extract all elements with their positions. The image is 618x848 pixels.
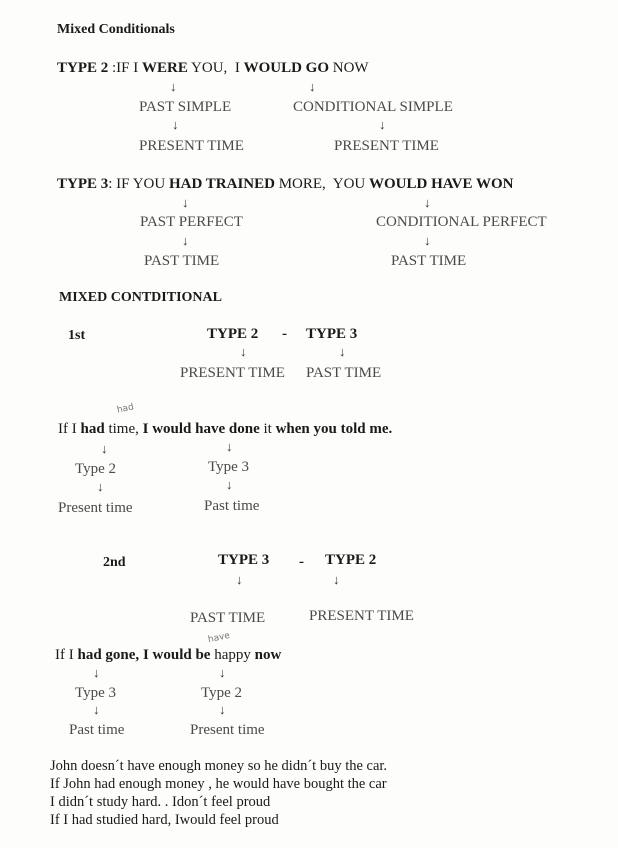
type2-right-time: PRESENT TIME [334, 138, 439, 154]
first-label: 1st [68, 328, 86, 343]
type2-label: TYPE 2 [57, 60, 109, 76]
second-example-had-gone: had gone, [73, 647, 140, 663]
second-right-type-small: Type 2 [201, 685, 243, 701]
arrow-down-icon: ↓ [339, 344, 346, 359]
second-right-time: PRESENT TIME [309, 608, 414, 624]
type2-if-part: :IF I [112, 60, 139, 76]
first-left-time-small: Present time [58, 500, 133, 516]
type2-sentence [57, 59, 369, 77]
type2-right-tense: CONDITIONAL SIMPLE [293, 99, 453, 115]
arrow-down-icon: ↓ [182, 195, 189, 210]
arrow-down-icon: ↓ [333, 572, 340, 587]
second-left-type: TYPE 3 [218, 552, 270, 568]
second-example-would-be: I would be [139, 647, 211, 663]
arrow-down-icon: ↓ [219, 665, 226, 680]
arrow-down-icon: ↓ [97, 479, 104, 494]
example-line: John doesn´t have enough money so he didn´t buy the car. [50, 758, 388, 774]
first-right-type-small: Type 3 [208, 459, 250, 475]
type3-left-time: PAST TIME [144, 253, 220, 269]
first-left-time: PRESENT TIME [180, 365, 285, 381]
first-example-if: If I [58, 421, 77, 437]
second-example-happy: happy [210, 647, 251, 663]
arrow-down-icon: ↓ [93, 665, 100, 680]
second-left-time: PAST TIME [190, 610, 266, 626]
first-example [58, 420, 392, 438]
type2-you: YOU, [187, 60, 228, 76]
first-dash: - [282, 326, 287, 342]
second-right-time-small: Present time [190, 722, 265, 738]
type3-right-tense: CONDITIONAL PERFECT [376, 214, 547, 230]
arrow-down-icon: ↓ [226, 477, 233, 492]
first-example-when: when you told me. [271, 421, 393, 437]
type3-if-part: : IF YOU [108, 176, 169, 192]
type2-were: WERE [142, 60, 188, 76]
type3-would-have-won: WOULD HAVE WON [369, 176, 514, 192]
arrow-down-icon: ↓ [101, 441, 108, 456]
type2-now: NOW [329, 60, 369, 76]
handwritten-note: had [116, 402, 135, 416]
example-line: If John had enough money , he would have bought the car [50, 776, 387, 792]
second-example-if: If I [55, 647, 74, 663]
arrow-down-icon: ↓ [309, 79, 316, 94]
first-right-time-small: Past time [204, 498, 260, 514]
type2-would-go: WOULD GO [243, 60, 329, 76]
handwritten-note: have [207, 630, 231, 646]
second-dash: - [299, 554, 304, 570]
arrow-down-icon: ↓ [226, 439, 233, 454]
arrow-down-icon: ↓ [236, 572, 243, 587]
arrow-down-icon: ↓ [182, 233, 189, 248]
second-example-now: now [250, 647, 282, 663]
first-right-type: TYPE 3 [306, 326, 358, 342]
page-title: Mixed Conditionals [57, 22, 175, 37]
type3-label: TYPE 3 [57, 176, 109, 192]
arrow-down-icon: ↓ [240, 344, 247, 359]
type2-left-tense: PAST SIMPLE [139, 99, 232, 115]
type3-more: MORE, [274, 176, 326, 192]
arrow-down-icon: ↓ [172, 117, 179, 132]
arrow-down-icon: ↓ [424, 195, 431, 210]
type3-you: YOU [332, 176, 370, 192]
arrow-down-icon: ↓ [219, 702, 226, 717]
example-line: I didn´t study hard. . Idon´t feel proud [50, 794, 271, 810]
arrow-down-icon: ↓ [170, 79, 177, 94]
second-left-time-small: Past time [69, 722, 125, 738]
example-line: If I had studied hard, Iwould feel proud [50, 812, 279, 828]
type2-left-time: PRESENT TIME [139, 138, 244, 154]
second-left-type-small: Type 3 [75, 685, 117, 701]
mixed-heading: MIXED CONTDITIONAL [59, 290, 222, 305]
first-left-type-small: Type 2 [75, 461, 117, 477]
second-right-type: TYPE 2 [325, 552, 377, 568]
second-example [55, 646, 281, 664]
first-example-it: it [259, 421, 272, 437]
type2-i: I [234, 60, 240, 76]
type3-sentence [57, 175, 514, 193]
first-example-time: time, [104, 421, 139, 437]
second-label: 2nd [103, 555, 126, 570]
first-right-time: PAST TIME [306, 365, 382, 381]
first-example-had: had [80, 421, 105, 437]
arrow-down-icon: ↓ [93, 702, 100, 717]
arrow-down-icon: ↓ [379, 117, 386, 132]
arrow-down-icon: ↓ [424, 233, 431, 248]
type3-had-trained: HAD TRAINED [168, 176, 275, 192]
first-left-type: TYPE 2 [207, 326, 259, 342]
type3-left-tense: PAST PERFECT [140, 214, 243, 230]
type3-right-time: PAST TIME [391, 253, 467, 269]
first-example-would-have-done: I would have done [138, 421, 260, 437]
